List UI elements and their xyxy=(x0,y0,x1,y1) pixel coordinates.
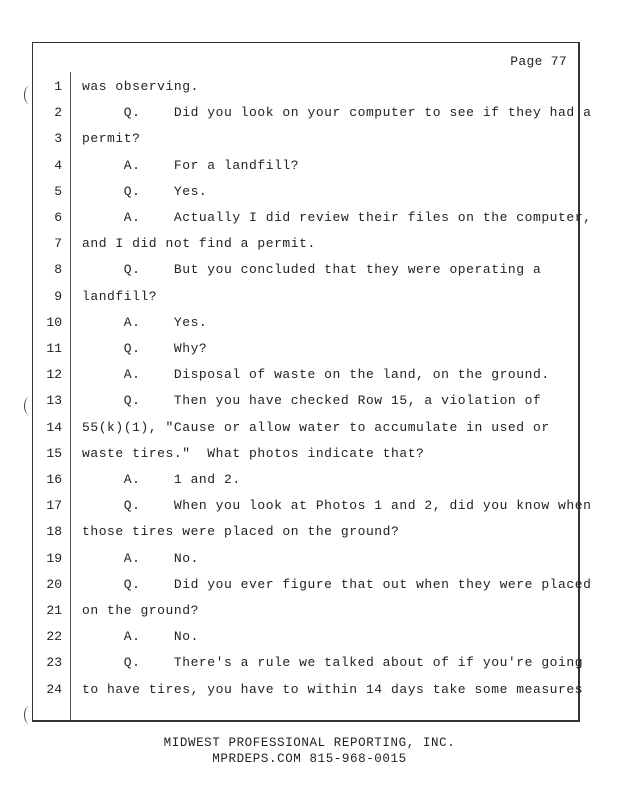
line-text: those tires were placed on the ground? xyxy=(82,524,400,540)
line-number: 14 xyxy=(46,419,62,435)
line-number: 15 xyxy=(46,445,62,461)
line-text: A. No. xyxy=(82,550,199,566)
line-text: on the ground? xyxy=(82,603,199,618)
line-number: 7 xyxy=(54,236,62,252)
line-number: 12 xyxy=(46,367,62,383)
line-text: 55(k)(1), "Cause or allow water to accumulate in used or xyxy=(82,419,550,435)
line-text: A. Actually I did review their files on the computer, xyxy=(82,210,592,225)
transcript-line xyxy=(0,415,619,441)
transcript-line xyxy=(0,205,619,231)
transcript-line xyxy=(0,100,619,126)
line-text: A. Disposal of waste on the land, on the ground. xyxy=(82,367,550,383)
footer-company: MIDWEST PROFESSIONAL REPORTING, INC. xyxy=(163,736,456,750)
line-number: 21 xyxy=(46,603,62,618)
line-number: 22 xyxy=(46,629,62,645)
transcript-line xyxy=(0,74,619,100)
line-text: Q. Did you look on your computer to see if they had a xyxy=(82,105,592,121)
line-number: 9 xyxy=(54,288,62,304)
line-number: 5 xyxy=(54,183,62,199)
line-text: Q. Did you ever figure that out when they were placed xyxy=(82,576,592,592)
page-number: Page 77 xyxy=(510,54,567,69)
line-text: Q. Why? xyxy=(82,341,208,356)
transcript-line xyxy=(0,284,619,310)
line-number: 19 xyxy=(46,550,62,566)
line-text: waste tires." What photos indicate that? xyxy=(82,445,425,461)
line-number: 3 xyxy=(54,131,62,147)
line-text: A. 1 and 2. xyxy=(82,472,241,487)
line-number: 1 xyxy=(54,79,62,94)
line-text: permit? xyxy=(82,131,141,147)
line-number: 8 xyxy=(54,262,62,278)
transcript-line xyxy=(0,624,619,650)
line-text: Q. When you look at Photos 1 and 2, did you know when xyxy=(82,498,592,514)
transcript-line xyxy=(0,572,619,598)
line-text: Q. Yes. xyxy=(82,183,208,199)
line-text: and I did not find a permit. xyxy=(82,236,316,252)
line-number: 6 xyxy=(54,210,62,225)
line-text: A. No. xyxy=(82,629,199,645)
transcript-line xyxy=(0,362,619,388)
transcript-line xyxy=(0,388,619,414)
transcript-line xyxy=(0,598,619,624)
transcript-line xyxy=(0,493,619,519)
line-number: 20 xyxy=(46,576,62,592)
line-text: Q. There's a rule we talked about of if you're going xyxy=(82,655,584,671)
transcript-line xyxy=(0,231,619,257)
transcript-line xyxy=(0,467,619,493)
line-number: 4 xyxy=(54,157,62,173)
line-number: 24 xyxy=(46,681,62,697)
binder-hole-mark xyxy=(24,706,35,724)
line-text: A. For a landfill? xyxy=(82,157,300,173)
transcript-line xyxy=(0,650,619,676)
line-number: 10 xyxy=(46,314,62,330)
line-text: Q. But you concluded that they were operating a xyxy=(82,262,542,278)
transcript-line xyxy=(0,441,619,467)
transcript-line xyxy=(0,153,619,179)
transcript-line xyxy=(0,257,619,283)
line-number: 11 xyxy=(46,341,62,356)
transcript-line xyxy=(0,336,619,362)
line-text: to have tires, you have to within 14 days take some measures xyxy=(82,681,584,697)
footer-contact: MPRDEPS.COM 815-968-0015 xyxy=(212,752,407,766)
line-text: landfill? xyxy=(82,288,158,304)
line-number: 16 xyxy=(46,472,62,487)
line-number: 17 xyxy=(46,498,62,514)
transcript-line xyxy=(0,519,619,545)
line-text: A. Yes. xyxy=(82,314,208,330)
line-number: 13 xyxy=(46,393,62,409)
line-number: 2 xyxy=(54,105,62,121)
line-text: was observing. xyxy=(82,79,199,94)
line-number: 23 xyxy=(46,655,62,671)
line-number: 18 xyxy=(46,524,62,540)
transcript-line xyxy=(0,126,619,152)
transcript-line xyxy=(0,179,619,205)
transcript-line xyxy=(0,677,619,703)
line-text: Q. Then you have checked Row 15, a violation of xyxy=(82,393,542,409)
transcript-line xyxy=(0,310,619,336)
transcript-line xyxy=(0,546,619,572)
